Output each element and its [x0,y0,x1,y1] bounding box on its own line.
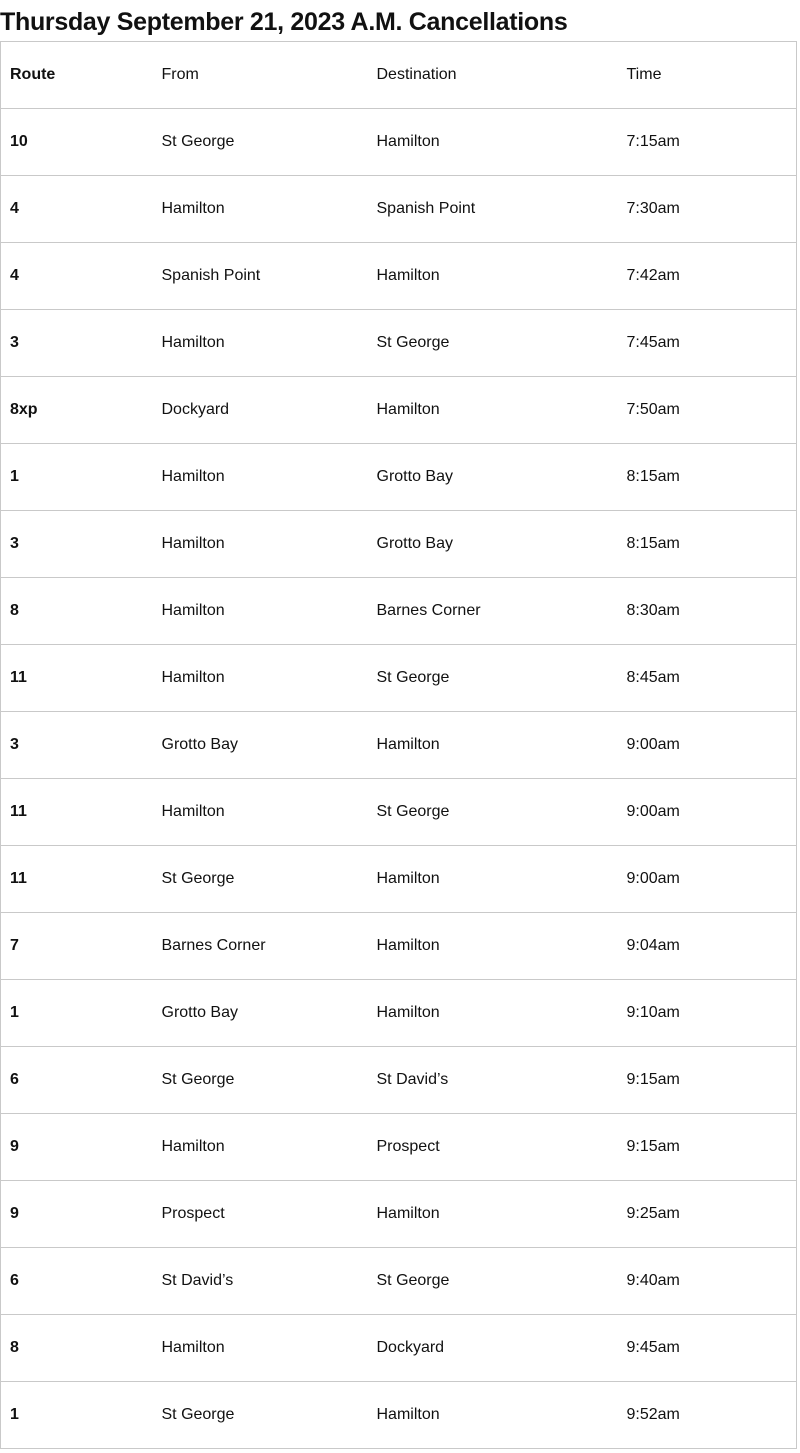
time-cell: 7:15am [618,109,797,176]
table-row [1,377,797,444]
from-cell: Hamilton [153,645,368,712]
destination-cell: Prospect [368,1114,618,1181]
from-cell: St David’s [153,1248,368,1315]
from-cell: St George [153,109,368,176]
route-cell: 4 [1,176,153,243]
destination-cell: Grotto Bay [368,511,618,578]
table-row [1,511,797,578]
time-cell: 7:45am [618,310,797,377]
table-row [1,645,797,712]
route-cell: 10 [1,109,153,176]
time-cell: 9:04am [618,913,797,980]
time-cell: 9:00am [618,779,797,846]
route-cell: 11 [1,645,153,712]
destination-cell: Hamilton [368,913,618,980]
time-cell: 9:15am [618,1047,797,1114]
destination-cell: Hamilton [368,377,618,444]
from-cell: Hamilton [153,779,368,846]
time-cell: 9:15am [618,1114,797,1181]
destination-cell: Hamilton [368,243,618,310]
page-title: Thursday September 21, 2023 A.M. Cancellations [0,8,568,36]
table-row [1,1248,797,1315]
time-cell: 9:45am [618,1315,797,1382]
route-cell: 6 [1,1047,153,1114]
time-cell: 7:50am [618,377,797,444]
route-cell: 3 [1,310,153,377]
from-cell: Hamilton [153,310,368,377]
table-row [1,109,797,176]
from-cell: Prospect [153,1181,368,1248]
from-cell: Barnes Corner [153,913,368,980]
cancellations-table [0,41,797,1449]
from-cell: Hamilton [153,176,368,243]
header-destination: Destination [376,66,457,83]
table-row [1,578,797,645]
destination-cell: Hamilton [368,1382,618,1449]
destination-cell: St George [368,310,618,377]
from-cell: Hamilton [153,1114,368,1181]
destination-cell: Hamilton [368,712,618,779]
from-cell: Hamilton [153,511,368,578]
table-row [1,846,797,913]
destination-cell: St David’s [368,1047,618,1114]
destination-cell: Hamilton [368,109,618,176]
destination-cell: St George [368,779,618,846]
table-header-row [1,42,797,109]
table-body [1,42,797,1449]
table-row [1,444,797,511]
time-cell: 7:42am [618,243,797,310]
destination-cell: Hamilton [368,980,618,1047]
route-cell: 8xp [1,377,153,444]
destination-cell: Hamilton [368,1181,618,1248]
time-cell: 8:15am [618,444,797,511]
table-row [1,176,797,243]
table-row [1,1382,797,1449]
route-cell: 3 [1,712,153,779]
table-row [1,1114,797,1181]
from-cell: Spanish Point [153,243,368,310]
table-row [1,1315,797,1382]
destination-cell: Dockyard [368,1315,618,1382]
time-cell: 8:45am [618,645,797,712]
from-cell: Grotto Bay [153,980,368,1047]
route-cell: 1 [1,1382,153,1449]
time-cell: 9:10am [618,980,797,1047]
time-cell: 9:00am [618,846,797,913]
time-cell: 9:25am [618,1181,797,1248]
route-cell: 4 [1,243,153,310]
from-cell: Grotto Bay [153,712,368,779]
table-row [1,712,797,779]
route-cell: 1 [1,444,153,511]
route-cell: 9 [1,1181,153,1248]
from-cell: Hamilton [153,1315,368,1382]
time-cell: 9:40am [618,1248,797,1315]
from-cell: St George [153,1047,368,1114]
route-cell: 1 [1,980,153,1047]
from-cell: Hamilton [153,578,368,645]
time-cell: 8:30am [618,578,797,645]
header-from: From [161,66,199,83]
route-cell: 8 [1,1315,153,1382]
header-time: Time [626,66,662,83]
destination-cell: St George [368,1248,618,1315]
time-cell: 9:52am [618,1382,797,1449]
destination-cell: Barnes Corner [368,578,618,645]
table-row [1,310,797,377]
from-cell: Hamilton [153,444,368,511]
table-row [1,1047,797,1114]
route-cell: 9 [1,1114,153,1181]
from-cell: Dockyard [153,377,368,444]
table-row [1,913,797,980]
route-cell: 11 [1,779,153,846]
table-row [1,779,797,846]
route-cell: 11 [1,846,153,913]
table-row [1,980,797,1047]
table-row [1,1181,797,1248]
route-cell: 6 [1,1248,153,1315]
header-route: Route [10,66,56,83]
destination-cell: Grotto Bay [368,444,618,511]
route-cell: 8 [1,578,153,645]
destination-cell: Hamilton [368,846,618,913]
from-cell: St George [153,846,368,913]
time-cell: 9:00am [618,712,797,779]
time-cell: 7:30am [618,176,797,243]
table-row [1,243,797,310]
destination-cell: St George [368,645,618,712]
destination-cell: Spanish Point [368,176,618,243]
route-cell: 3 [1,511,153,578]
route-cell: 7 [1,913,153,980]
from-cell: St George [153,1382,368,1449]
time-cell: 8:15am [618,511,797,578]
